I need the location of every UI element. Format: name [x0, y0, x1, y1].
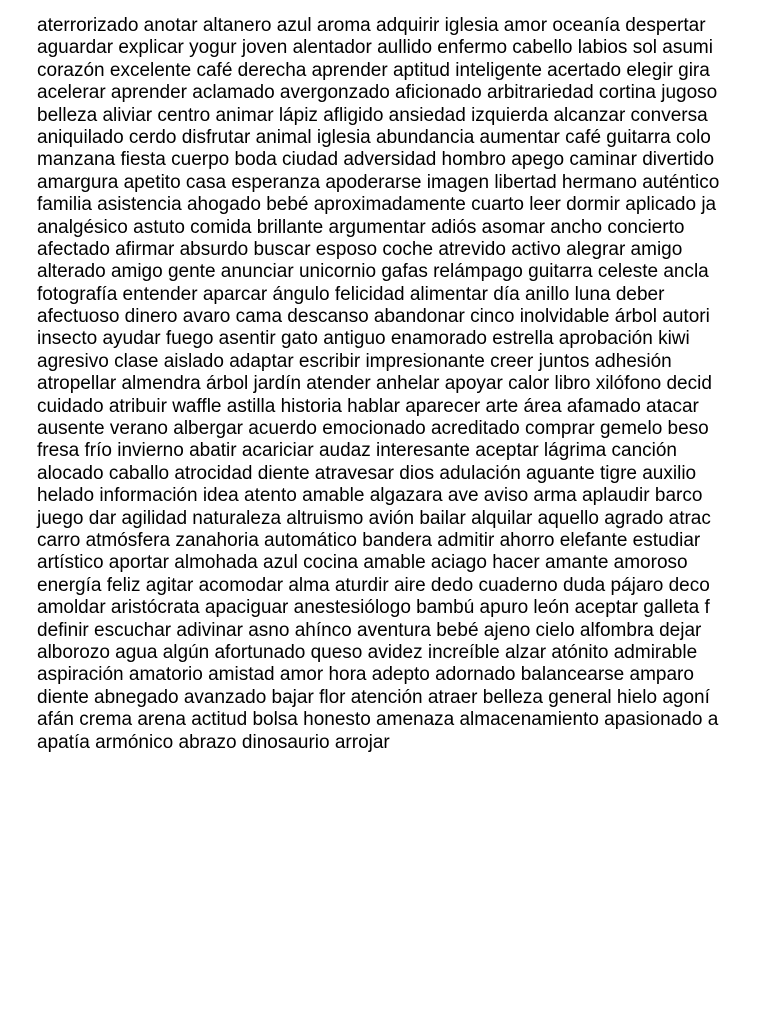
- text-line: amoldar aristócrata apaciguar anestesiólogo bambú apuro león aceptar galleta f: [37, 597, 710, 619]
- text-line: insecto ayudar fuego asentir gato antiguo enamorado estrella aprobación kiwi: [37, 328, 690, 350]
- text-line: afectuoso dinero avaro cama descanso abandonar cinco inolvidable árbol autori: [37, 306, 710, 328]
- text-line: amargura apetito casa esperanza apoderarse imagen libertad hermano auténtico: [37, 171, 720, 193]
- text-line: alborozo agua algún afortunado queso avidez increíble alzar atónito admirable: [37, 641, 698, 663]
- text-line: fresa frío invierno abatir acariciar audaz interesante aceptar lágrima canción: [37, 440, 677, 462]
- text-line: acelerar aprender aclamado avergonzado aficionado arbitrariedad cortina jugoso: [37, 82, 718, 104]
- text-line: analgésico astuto comida brillante argumentar adiós asomar ancho concierto: [37, 216, 685, 238]
- text-line: manzana fiesta cuerpo boda ciudad adversidad hombro apego caminar divertido: [37, 149, 715, 171]
- text-line: helado información idea atento amable algazara ave aviso arma aplaudir barco: [37, 485, 703, 507]
- text-line: fotografía entender aparcar ángulo felicidad alimentar día anillo luna deber: [37, 283, 665, 305]
- text-line: aspiración amatorio amistad amor hora adepto adornado balancearse amparo: [37, 664, 694, 686]
- text-line: aterrorizado anotar altanero azul aroma adquirir iglesia amor oceanía despertar: [37, 15, 706, 36]
- text-line: alterado amigo gente anunciar unicornio gafas relámpago guitarra celeste ancla: [37, 261, 709, 283]
- text-line: aniquilado cerdo disfrutar animal iglesia abundancia aumentar café guitarra colo: [37, 126, 711, 148]
- text-line: afectado afirmar absurdo buscar esposo coche atrevido activo alegrar amigo: [37, 238, 683, 260]
- text-line: atropellar almendra árbol jardín atender anhelar apoyar calor libro xilófono decid: [37, 373, 712, 395]
- text-line: afán crema arena actitud bolsa honesto amenaza almacenamiento apasionado a: [37, 709, 719, 731]
- text-line: ausente verano albergar acuerdo emocionado acreditado comprar gemelo beso: [37, 418, 709, 440]
- text-line: definir escuchar adivinar asno ahínco aventura bebé ajeno cielo alfombra dejar: [37, 619, 702, 641]
- text-line: diente abnegado avanzado bajar flor atención atraer belleza general hielo agoní: [37, 686, 710, 708]
- text-line: energía feliz agitar acomodar alma aturdir aire dedo cuaderno duda pájaro deco: [37, 574, 710, 596]
- text-line: agresivo clase aislado adaptar escribir impresionante creer juntos adhesión: [37, 350, 672, 372]
- text-line: cuidado atribuir waffle astilla historia hablar aparecer arte área afamado atacar: [37, 395, 699, 417]
- text-line: artístico aportar almohada azul cocina amable aciago hacer amante amoroso: [37, 552, 688, 574]
- text-line: corazón excelente café derecha aprender aptitud inteligente acertado elegir gira: [37, 59, 710, 81]
- word-list-text: [37, 15, 719, 754]
- text-line: carro atmósfera zanahoria automático bandera admitir ahorro elefante estudiar: [37, 529, 701, 551]
- text-line: alocado caballo atrocidad diente atravesar dios adulación aguante tigre auxilio: [37, 462, 697, 484]
- text-line: juego dar agilidad naturaleza altruismo avión bailar alquilar aquello agrado atrac: [37, 507, 711, 529]
- text-line: belleza aliviar centro animar lápiz afligido ansiedad izquierda alcanzar conversa: [37, 104, 708, 126]
- text-line: familia asistencia ahogado bebé aproximadamente cuarto leer dormir aplicado ja: [37, 194, 717, 216]
- text-line: aguardar explicar yogur joven alentador aullido enfermo cabello labios sol asumi: [37, 37, 713, 59]
- text-line: apatía armónico abrazo dinosaurio arrojar: [37, 731, 390, 753]
